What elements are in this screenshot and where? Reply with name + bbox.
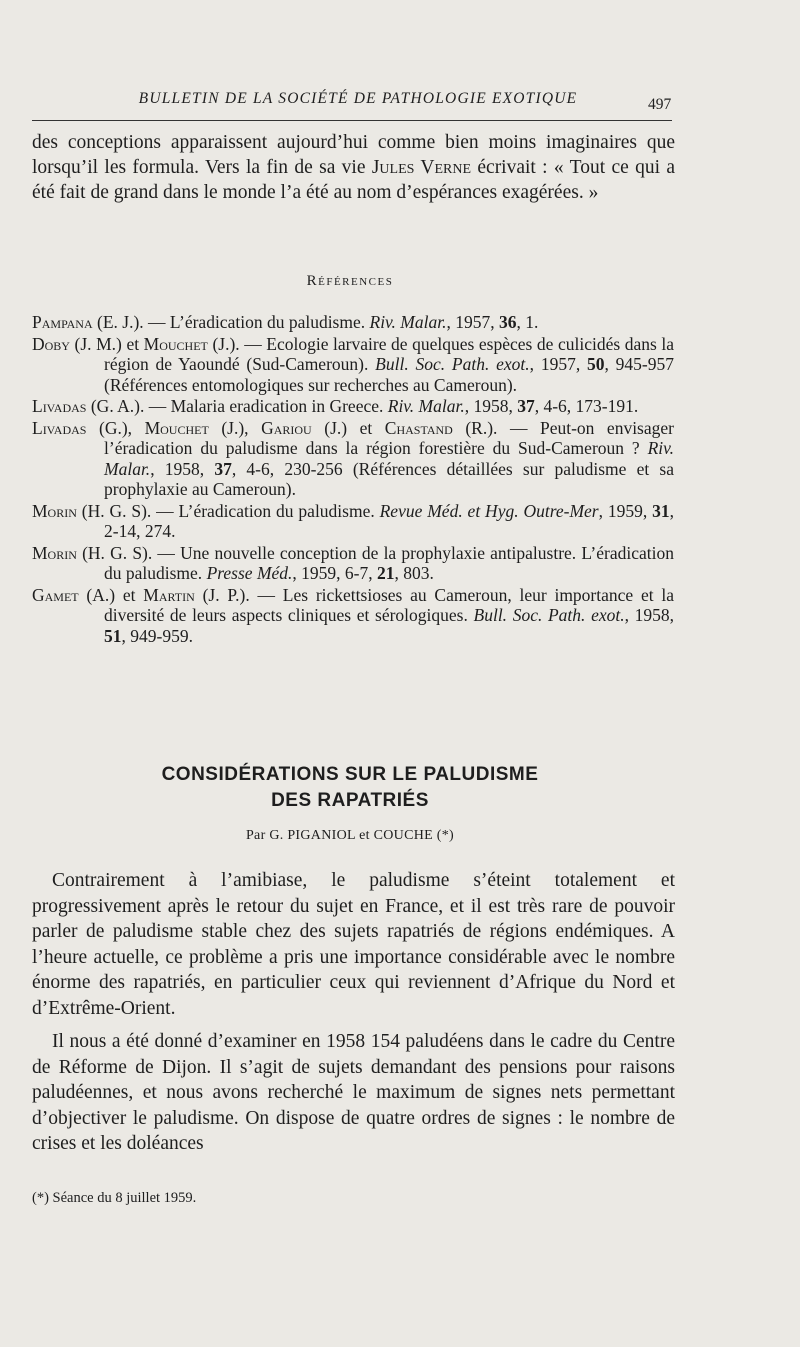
reference-item: Morin (H. G. S). — L’éradication du paludisme. Revue Méd. et Hyg. Outre-Mer, 1959, 31, 2-14, 274. [32, 500, 674, 541]
article-title-line: CONSIDÉRATIONS SUR LE PALUDISME [161, 764, 539, 785]
reference-item: Gamet (A.) et Martin (J. P.). — Les rickettsioses au Cameroun, leur importance et la diversité de leurs aspects cliniques et sérologiques. Bull. Soc. Path. exot., 1958, 51, 949-959. [32, 584, 674, 646]
article-byline: Par G. PIGANIOL et COUCHE (*) [245, 828, 455, 843]
body-paragraph: Il nous a été donné d’examiner en 1958 154 paludéens dans le cadre du Centre de Réforme de Dijon. Il s’agit de sujets demandant des pensions pour raisons paludéennes, et nous avons recherché le maximum de signes nets permettant d’objectiver le paludisme. On dispose de quatre ordres de signes : le nombre de crises et les doléances [32, 1031, 675, 1154]
intro-paragraph [32, 130, 675, 205]
reference-item: Livadas (G.), Mouchet (J.), Gariou (J.) et Chastand (R.). — Peut-on envisager l’éradication du paludisme dans la région forestière du Sud-Cameroun ? Riv. Malar., 1958, 37, 4-6, 230-256 (Références détaillées sur paludisme et sa prophylaxie au Cameroun). [32, 417, 675, 499]
article-title-line: DES RAPATRIÉS [271, 790, 429, 811]
intro-text-end: écrivait : « Tout ce qui a été fait de grand dans le monde l’a été au nom d’espérances exagérées. » [32, 157, 675, 203]
intro-text: des conceptions apparaissent aujourd’hui comme bien moins imaginaires que lorsqu’il les formula. Vers la fin de sa vie [32, 132, 675, 178]
article-body [32, 868, 675, 1165]
page-number: 497 [648, 96, 672, 113]
reference-item: Pampana (E. J.). — L’éradication du paludisme. Riv. Malar., 1957, 36, 1. [32, 312, 539, 332]
article-title [60, 762, 640, 814]
reference-item: Doby (J. M.) et Mouchet (J.). — Ecologie larvaire de quelques espèces de culicidés dans la région de Yaoundé (Sud-Cameroun). Bull. Soc. Path. exot., 1957, 50, 945-957 (Références entomologiques sur recherches au Cameroun). [32, 333, 675, 395]
references-list [32, 312, 674, 647]
reference-item: Livadas (G. A.). — Malaria eradication in Greece. Riv. Malar., 1958, 37, 4-6, 173-191. [32, 396, 639, 416]
running-head: BULLETIN DE LA SOCIÉTÉ DE PATHOLOGIE EXOTIQUE [138, 90, 578, 107]
author-name: Jules Verne [371, 157, 472, 178]
footnote: (*) Séance du 8 juillet 1959. [32, 1190, 197, 1206]
body-paragraph: Contrairement à l’amibiase, le paludisme s’éteint totalement et progressivement après le retour du sujet en France, et il est très rare de pouvoir parler de paludisme stable chez des sujets rapatriés de régions endémiques. A l’heure actuelle, ce problème a pris une importance considérable avec le nombre énorme des rapatriés, en particulier ceux qui reviennent d’Afrique du Nord et d’Extrême-Orient. [32, 870, 675, 1019]
reference-item: Morin (H. G. S). — Une nouvelle conception de la prophylaxie antipalustre. L’éradication du paludisme. Presse Méd., 1959, 6-7, 21, 803. [32, 542, 674, 583]
header-rule [32, 120, 672, 121]
references-title: Références [306, 273, 394, 289]
